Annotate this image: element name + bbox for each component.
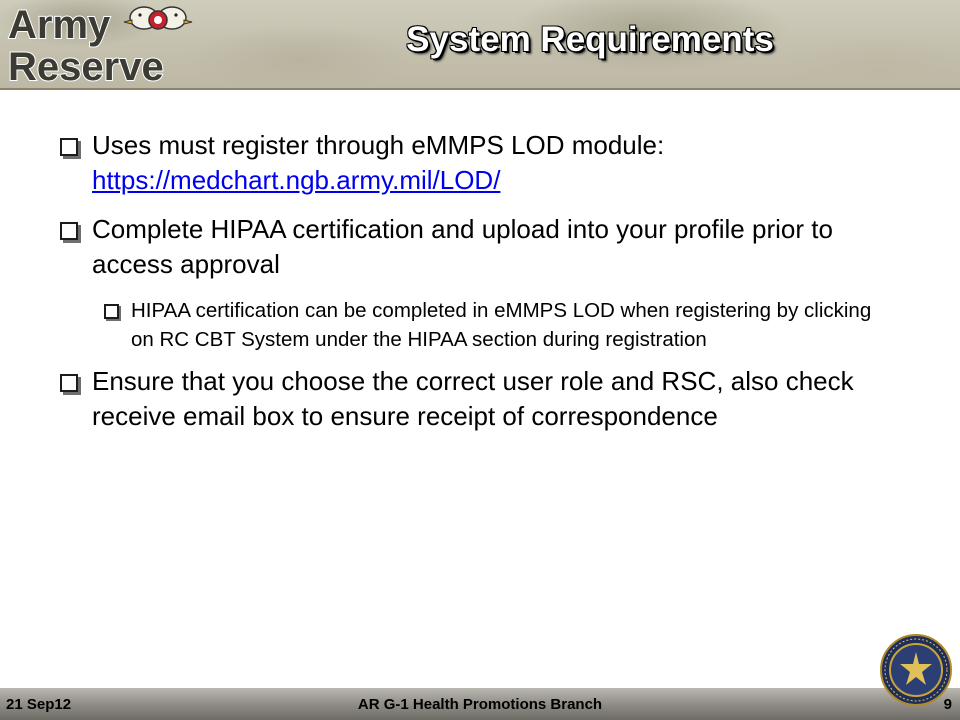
- header-divider: [0, 88, 960, 90]
- logo-reserve-text: Reserve: [8, 45, 164, 86]
- square-bullet-icon: [60, 374, 78, 392]
- page-number: 9: [943, 696, 952, 713]
- bullet-text: Complete HIPAA certification and upload into your profile prior to access approval: [92, 214, 833, 279]
- lod-module-link[interactable]: https://medchart.ngb.army.mil/LOD/: [92, 165, 501, 195]
- slide-header: [0, 0, 960, 90]
- sub-bullet-text: HIPAA certification can be completed in eMMPS LOD when registering by clicking on RC CBT System under the HIPAA section during registration: [131, 299, 872, 351]
- square-bullet-icon: [60, 138, 78, 156]
- square-bullet-icon: [104, 304, 119, 319]
- bullet-text: Ensure that you choose the correct user role and RSC, also check receive email box to ensure receipt of correspondence: [92, 366, 854, 431]
- square-bullet-icon: [60, 222, 78, 240]
- army-reserve-logo: [4, 0, 194, 86]
- bullet-item: [60, 212, 890, 282]
- slide-title: System Requirements: [406, 20, 774, 59]
- bullet-list: [60, 128, 890, 448]
- eagle-emblem-icon: [124, 7, 192, 29]
- sub-bullet-item: [104, 296, 890, 354]
- footer-date: 21 Sep12: [6, 696, 72, 713]
- army-reserve-seal-icon: [880, 634, 952, 706]
- footer-branch-name: AR G-1 Health Promotions Branch: [357, 696, 603, 713]
- bullet-item: [60, 364, 890, 434]
- logo-army-text: Army: [8, 3, 111, 47]
- bullet-item: [60, 128, 890, 198]
- bullet-text: Uses must register through eMMPS LOD module: https://medchart.ngb.army.mil/LOD/: [92, 130, 665, 195]
